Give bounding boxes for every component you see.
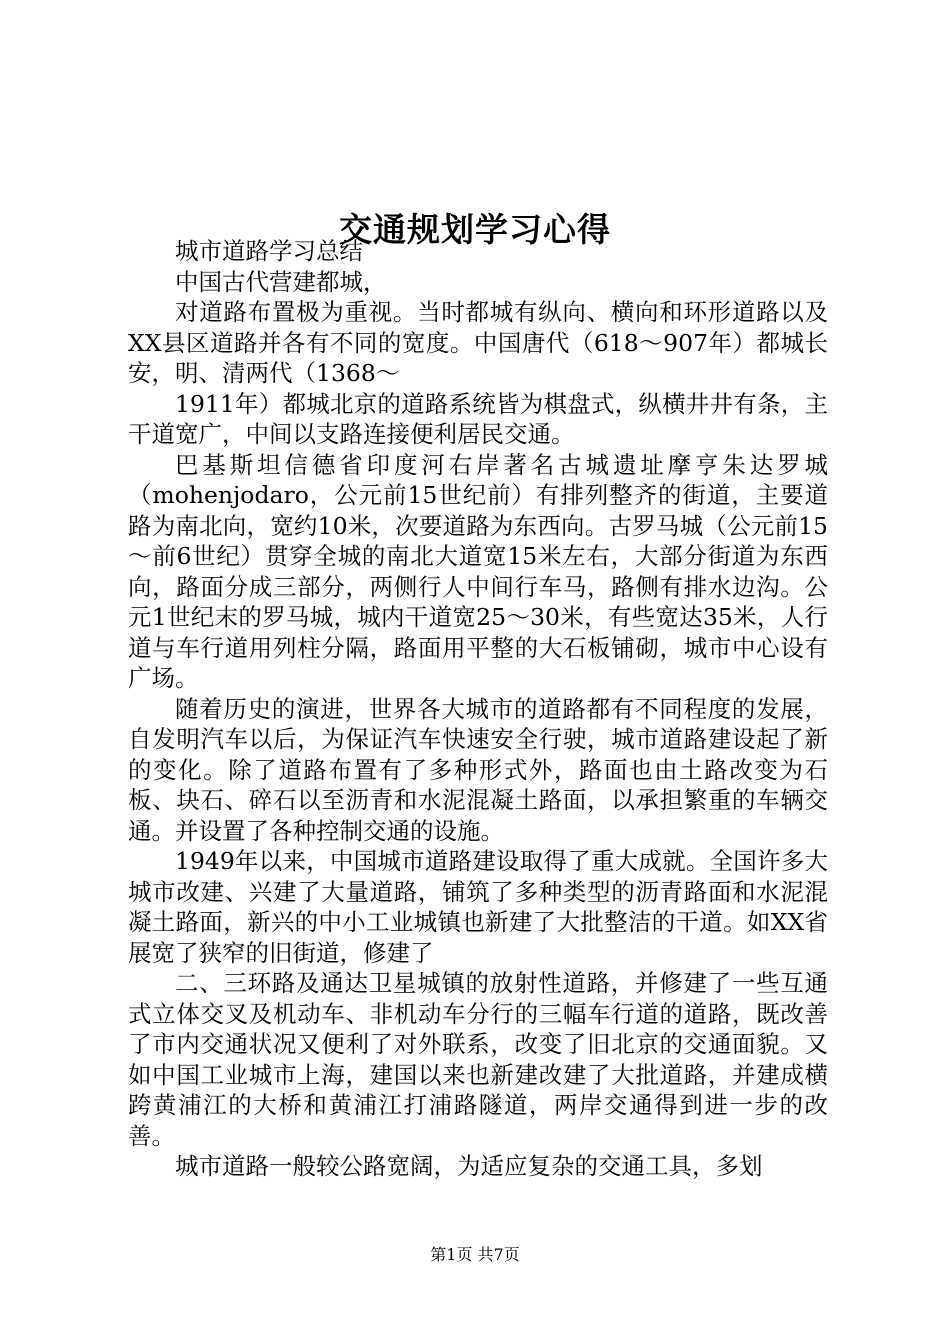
document-body	[128, 236, 828, 1182]
document-title: 交通规划学习心得	[339, 210, 611, 250]
paragraph: 中国古代营建都城，	[175, 267, 387, 296]
page-footer: 第1页 共7页	[430, 1245, 520, 1264]
paragraph: 城市道路学习总结	[175, 237, 363, 265]
paragraph: 巴基斯坦信德省印度河右岸著名古城遗址摩亨朱达罗城（mohenjodaro，公元前15世纪前）有排列整齐的街道，主要道路为南北向，宽约10米，次要道路为东西向。古罗马城（公元前15～前6世纪）贯穿全城的南北大道宽15米左右，大部分街道为东西向，路面分成三部分，两侧行人中间行车马，路侧有排水边沟。公元1世纪末的罗马城，城内干道宽25～30米，有些宽达35米，人行道与车行道用列柱分隔，路面用平整的大石板铺砌，城市中心设有广场。	[128, 450, 828, 692]
paragraph: 1911年）都城北京的道路系统皆为棋盘式，纵横井井有条，主干道宽广，中间以支路连接便利居民交通。	[128, 389, 828, 448]
paragraph: 二、三环路及通达卫星城镇的放射性道路，并修建了一些互通式立体交叉及机动车、非机动车分行的三幅车行道的道路，既改善了市内交通状况又便利了对外联系，改变了旧北京的交通面貌。又如中国工业城市上海，建国以来也新建改建了大批道路，并建成横跨黄浦江的大桥和黄浦江打浦路隧道，两岸交通得到进一步的改善。	[128, 969, 828, 1150]
paragraph: 随着历史的演进，世界各大城市的道路都有不同程度的发展，自发明汽车以后，为保证汽车快速安全行驶，城市道路建设起了新的变化。除了道路布置有了多种形式外，路面也由土路改变为石板、块石、碎石以至沥青和水泥混凝土路面，以承担繁重的车辆交通。并设置了各种控制交通的设施。	[128, 694, 828, 845]
paragraph: 城市道路一般较公路宽阔，为适应复杂的交通工具，多划	[175, 1152, 763, 1180]
paragraph: 1949年以来，中国城市道路建设取得了重大成就。全国许多大城市改建、兴建了大量道路，铺筑了多种类型的沥青路面和水泥混凝土路面，新兴的中小工业城镇也新建了大批整洁的干道。如XX省展宽了狭窄的旧街道，修建了	[128, 847, 828, 967]
paragraph: 对道路布置极为重视。当时都城有纵向、横向和环形道路以及XX县区道路并各有不同的宽度。中国唐代（618～907年）都城长安，明、清两代（1368～	[128, 298, 828, 387]
